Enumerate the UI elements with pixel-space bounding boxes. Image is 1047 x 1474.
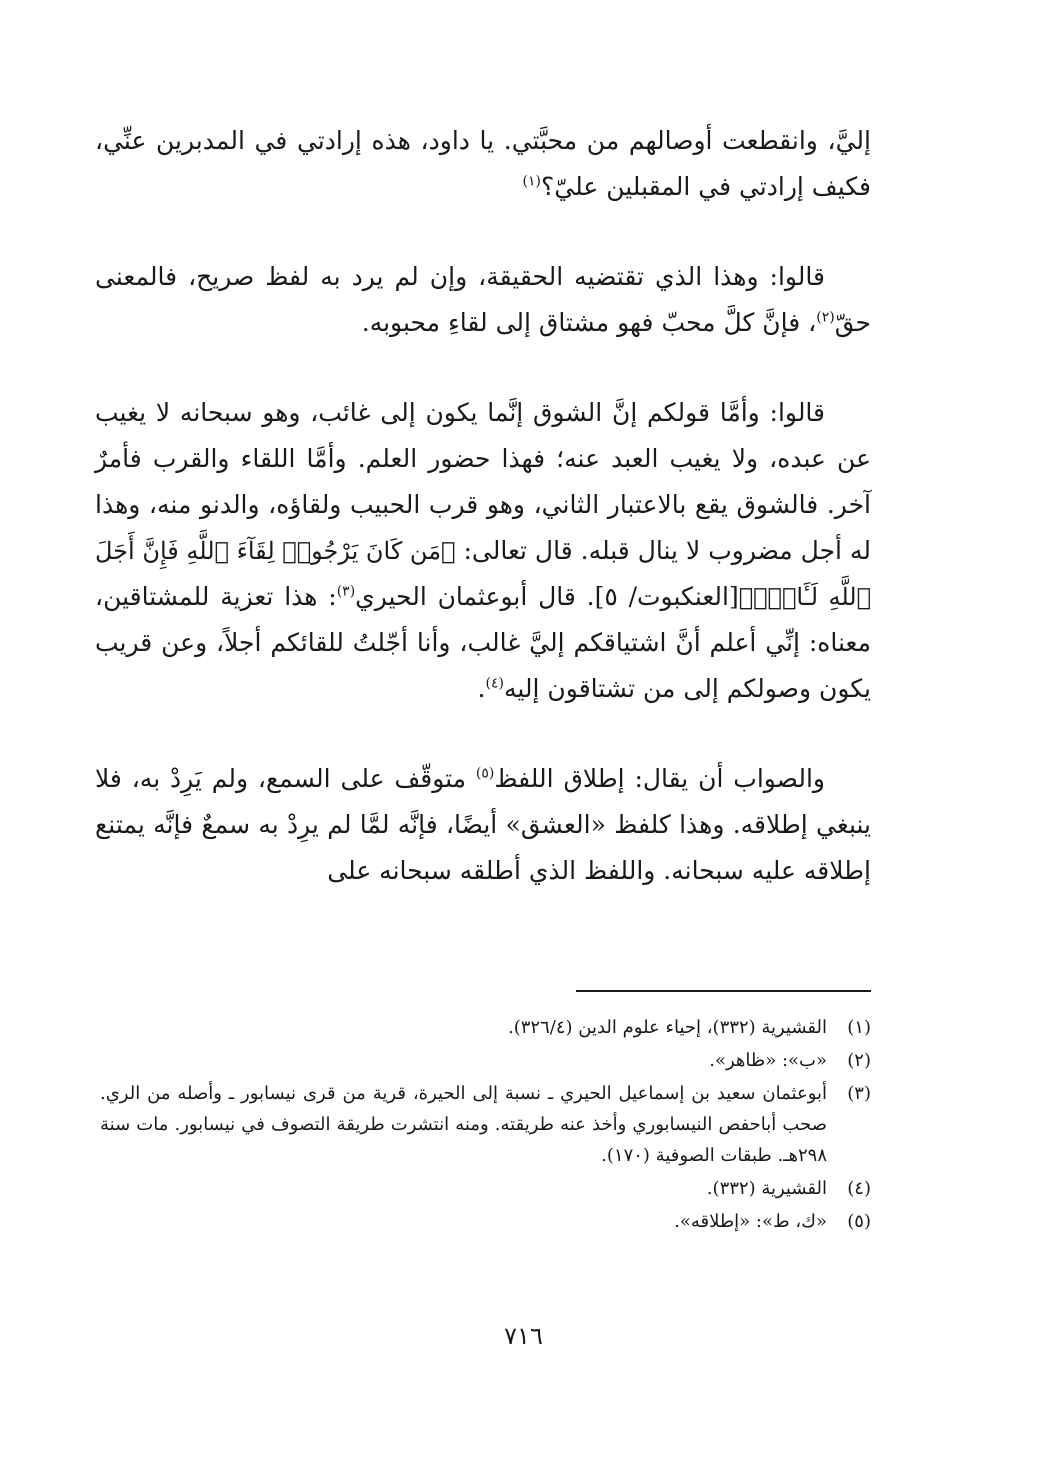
footnote-text: «ب»: «ظاهر». <box>709 1050 827 1071</box>
text-segment: إليَّ، وانقطعت أوصالهم من محبَّتي. يا داود، هذه إرادتي في المدبرين عنِّي، فكيف إرادتي في المقبلين عليّ؟ <box>95 126 871 201</box>
text-segment: قالوا: وأمَّا قولكم إنَّ الشوق إنَّما يكون إلى غائب، وهو سبحانه لا يغيب عن عبده، ولا يغيب العبد عنه؛ فهذا حضور العلم. وأمَّا اللقاء والقرب فأمرٌ آخر. فالشوق يقع بالاعتبار الثاني، وهو قرب الحبيب ولقاؤه، والدنو منه، وهذا له أجل مضروب لا ينال قبله. قال تعالى: <box>95 398 871 565</box>
text-segment: متوقّف على السمع، ولم يَرِدْ به، فلا ينبغي إطلاقه. وهذا كلفظ «العشق» أيضًا، فإنَّه لمَّا لم يرِدْ به سمعٌ فإنَّه يمتنع إطلاقه عليه سبحانه. واللفظ الذي أطلقه سبحانه على <box>95 764 871 885</box>
text-segment: ، فإنَّ كلَّ محبّ فهو مشتاق إلى لقاءِ محبوبه. <box>361 308 817 337</box>
paragraph-3 <box>95 390 871 712</box>
footnote-number: (٤) <box>847 1178 871 1199</box>
text-segment: : هذا تعزية للمشتاقين، معناه: إنِّي أعلم أنَّ اشتياقكم إليَّ غالب، وأنا أجّلتُ للقائكم أجلاً، وعن قريب يكون وصولكم إلى من تشتاقون إليه <box>95 582 871 703</box>
footnote-text: «ك، ط»: «إطلاقه». <box>674 1211 827 1232</box>
text-segment: [العنكبوت/ ٥]. قال أبوعثمان الحيري <box>355 582 739 611</box>
footnote-ref-1[interactable]: (١) <box>522 173 541 190</box>
footnote-number: (٣) <box>847 1083 871 1104</box>
paragraph-2 <box>95 254 871 346</box>
footnote-separator <box>576 990 871 992</box>
paragraph-4 <box>95 756 871 894</box>
footnote-ref-3[interactable]: (٣) <box>336 583 356 600</box>
footnote-ref-5[interactable]: (٥) <box>475 765 495 782</box>
footnote-text: القشيرية (٣٣٢)، إحياء علوم الدين (٣٢٦/٤). <box>508 1017 827 1038</box>
main-text <box>95 118 871 938</box>
footnote-text: القشيرية (٣٣٢). <box>706 1178 827 1199</box>
paragraph-1 <box>95 118 871 210</box>
footnotes <box>100 1012 871 1239</box>
footnote-number: (٢) <box>847 1050 871 1071</box>
footnote-item <box>100 1206 871 1237</box>
footnote-ref-2[interactable]: (٢) <box>816 309 835 326</box>
text-segment: قالوا: وهذا الذي تقتضيه الحقيقة، وإن لم يرد به لفظ صريح، فالمعنى حقّ <box>95 262 871 337</box>
footnote-number: (٥) <box>847 1211 871 1232</box>
footnote-item <box>100 1173 871 1204</box>
footnote-item <box>100 1078 871 1171</box>
page-number: ٧١٦ <box>504 1322 543 1350</box>
quran-verse: ﴿مَن كَانَ يَرْجُوا۟ لِقَآءَ ٱللَّهِ فَإِنَّ أَجَلَ ٱللَّهِ لَـَٔاتٍۢ﴾ <box>95 537 872 611</box>
footnote-item <box>100 1045 871 1076</box>
footnote-ref-4[interactable]: (٤) <box>485 675 504 692</box>
footnote-text: أبوعثمان سعيد بن إسماعيل الحيري ـ نسبة إلى الحيرة، قرية من قرى نيسابور ـ وأصله من الري. صحب أباحفص النيسابوري وأخذ عنه طريقته. ومنه انتشرت طريقة التصوف في نيسابور. مات سنة ٢٩٨هـ. طبقات الصوفية (١٧٠). <box>100 1083 827 1166</box>
footnote-item <box>100 1012 871 1043</box>
footnote-number: (١) <box>847 1017 871 1038</box>
text-segment: والصواب أن يقال: إطلاق اللفظ <box>494 764 825 793</box>
text-segment: . <box>477 674 486 703</box>
